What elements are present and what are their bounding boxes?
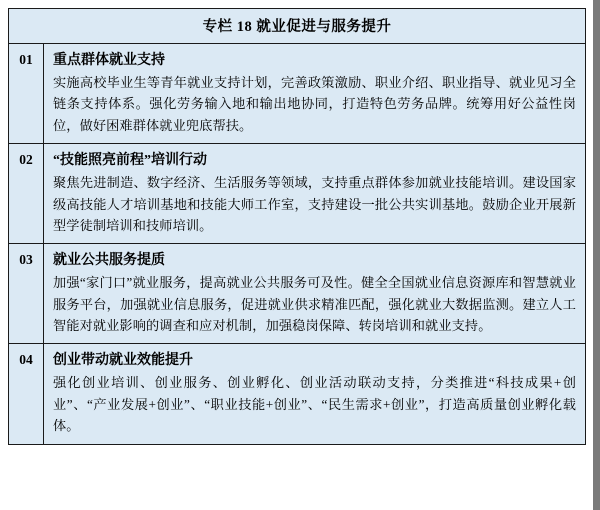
page-right-edge bbox=[593, 0, 600, 510]
item-heading: “技能照亮前程”培训行动 bbox=[53, 153, 207, 169]
item-heading: 重点群体就业支持 bbox=[53, 53, 165, 68]
item-text: 实施高校毕业生等青年就业支持计划，完善政策激励、职业介绍、职业指导、就业见习全链条支持体系。强化劳务输入地和输出地协同，打造特色劳务品牌。统筹用好公益性岗位，做好困难群体就业兜底帮扶。 bbox=[53, 75, 576, 133]
item-number: 03 bbox=[9, 244, 44, 343]
item-text: 加强“家门口”就业服务，提高就业公共服务可及性。健全全国就业信息资源库和智慧就业服务平台，加强就业信息服务，促进就业供求精准匹配，强化就业大数据监测。建立人工智能对就业影响的调查和应对机制，加强稳岗保障、转岗培训和就业支持。 bbox=[53, 275, 576, 333]
item-text: 强化创业培训、创业服务、创业孵化、创业活动联动支持，分类推进“科技成果+创业”、“产业发展+创业”、“职业技能+创业”、“民生需求+创业”，打造高质量创业孵化载体。 bbox=[53, 375, 576, 434]
item-heading: 就业公共服务提质 bbox=[53, 253, 165, 269]
item-heading: 创业带动就业效能提升 bbox=[53, 353, 193, 369]
list-item bbox=[9, 344, 585, 443]
item-number: 02 bbox=[9, 144, 44, 243]
feature-box-18 bbox=[8, 8, 586, 445]
box-title: 专栏 18 就业促进与服务提升 bbox=[202, 19, 392, 35]
list-item bbox=[9, 244, 585, 344]
item-body bbox=[44, 344, 585, 443]
list-item bbox=[9, 44, 585, 144]
list-item bbox=[9, 144, 585, 244]
item-body bbox=[44, 144, 585, 243]
item-body bbox=[44, 244, 585, 343]
item-body bbox=[44, 44, 585, 143]
item-number: 04 bbox=[9, 344, 44, 443]
box-title-row bbox=[9, 9, 585, 44]
item-number: 01 bbox=[9, 44, 44, 143]
item-text: 聚焦先进制造、数字经济、生活服务等领域，支持重点群体参加就业技能培训。建设国家级高技能人才培训基地和技能大师工作室，支持建设一批公共实训基地。鼓励企业开展新型学徒制培训和技师培训。 bbox=[53, 175, 576, 233]
